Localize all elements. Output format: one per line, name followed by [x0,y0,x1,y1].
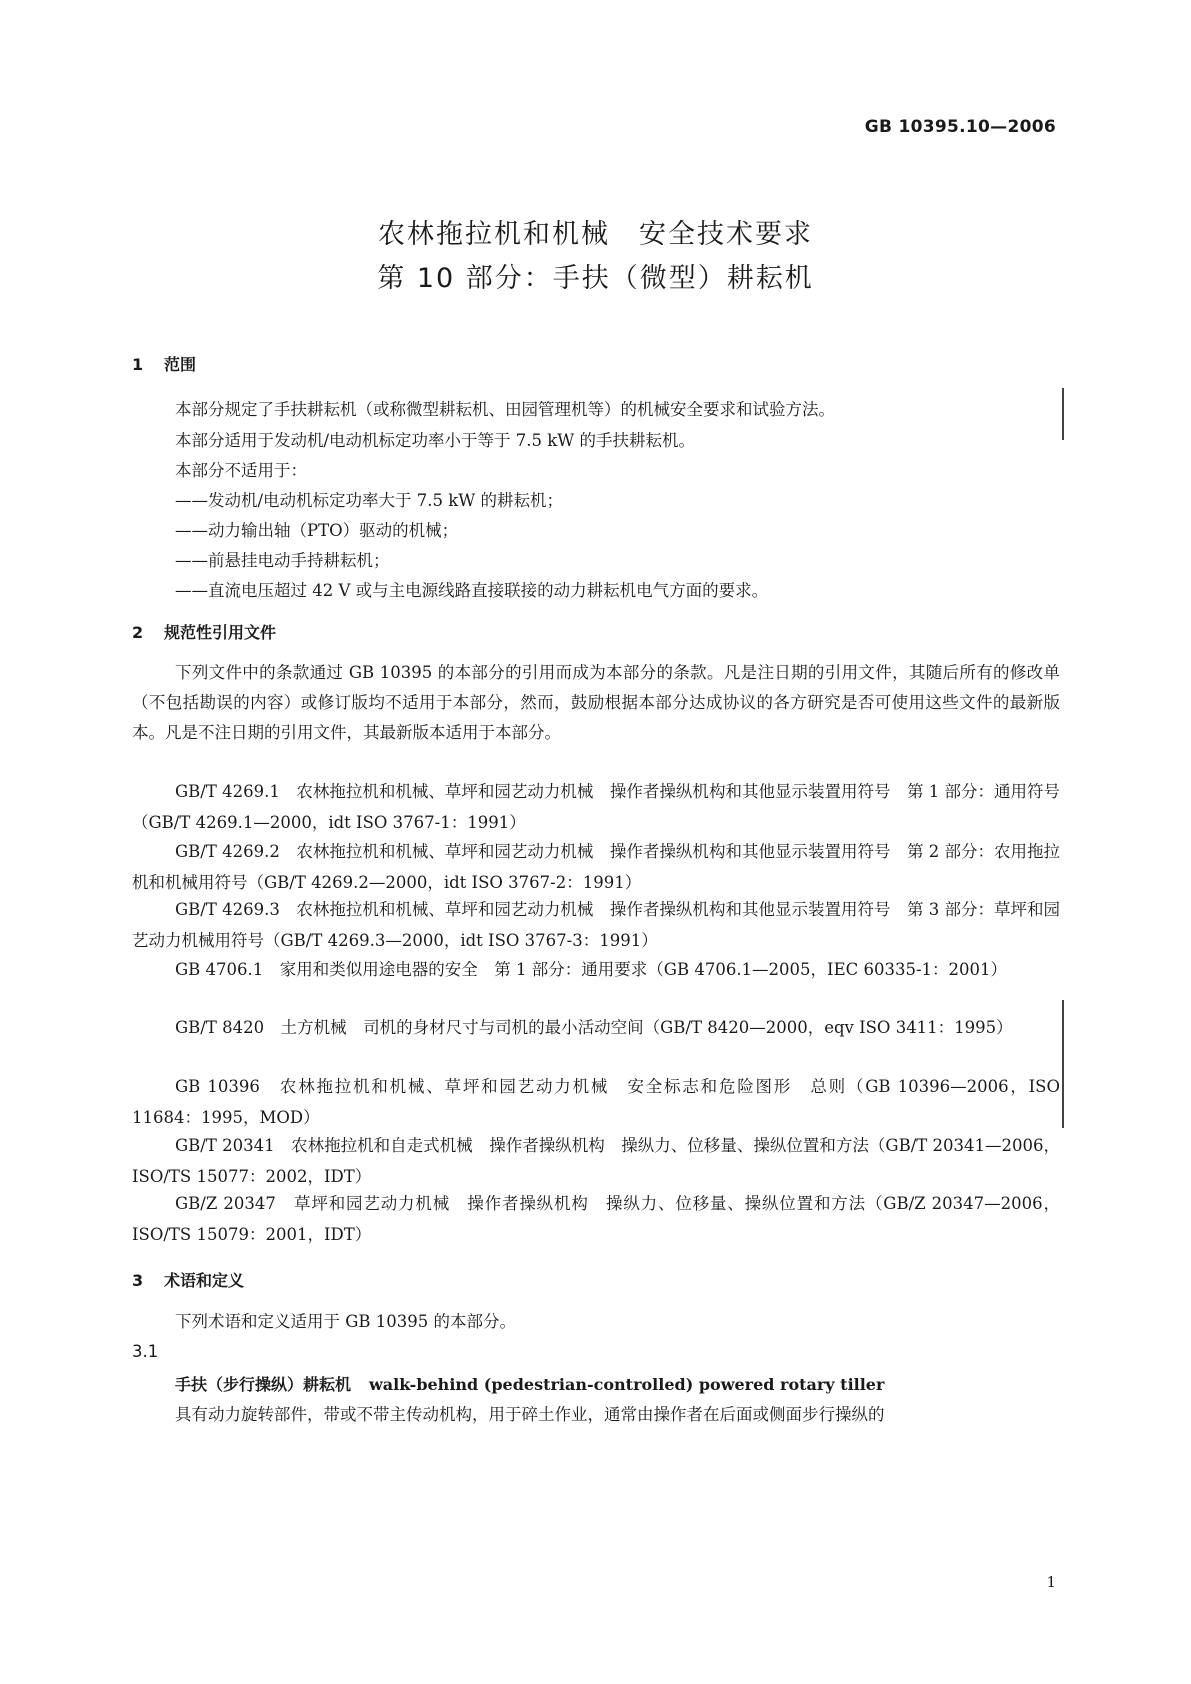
document-title-line2: 第 10 部分：手扶（微型）耕耘机 [377,263,814,294]
term-english: walk-behind (pedestrian-controlled) powered rotary tiller [369,1375,885,1394]
revision-bar [1062,1000,1064,1128]
reference-item: GB/T 4269.2 农林拖拉机和机械、草坪和园艺动力机械 操作者操纵机构和其他显示装置用符号 第 2 部分：农用拖拉机和机械用符号（GB/T 4269.2—2000，idt ISO 3767-2：1991） [132,842,1060,892]
term-entry [175,1372,884,1395]
definition-line: 具有动力旋转部件，带或不带主传动机构，用于碎土作业，通常由操作者在后面或侧面步行操纵的 [175,1405,885,1424]
revision-bar [1062,388,1064,440]
term-chinese: 手扶（步行操纵）耕耘机 [175,1375,352,1394]
section-title: 术语和定义 [164,1271,245,1290]
list-item: ——动力输出轴（PTO）驱动的机械； [175,521,459,540]
list-item: ——前悬挂电动手持耕耘机； [175,551,390,570]
paragraph-line: 本部分适用于发动机/电动机标定功率小于等于 7.5 kW 的手扶耕耘机。 [175,431,695,450]
section-number: 3 [132,1271,144,1290]
reference-item: GB/T 20341 农林拖拉机和自走式机械 操作者操纵机构 操纵力、位移量、操纵位置和方法（GB/T 20341—2006，ISO/TS 15077：2002，IDT） [132,1136,1060,1186]
subclause-number: 3.1 [132,1342,159,1361]
reference-item: GB 10396 农林拖拉机和机械、草坪和园艺动力机械 安全标志和危险图形 总则（GB 10396—2006，ISO 11684：1995，MOD） [132,1077,1060,1127]
page-number: 1 [1046,1573,1056,1591]
section-2-heading [132,620,276,643]
list-item: ——直流电压超过 42 V 或与主电源线路直接联接的动力耕耘机电气方面的要求。 [175,581,769,600]
section-title: 范围 [164,355,197,374]
paragraph-line: 本部分不适用于： [175,461,307,480]
paragraph-line: 下列术语和定义适用于 GB 10395 的本部分。 [175,1312,517,1331]
reference-item: GB/T 4269.3 农林拖拉机和机械、草坪和园艺动力机械 操作者操纵机构和其他显示装置用符号 第 3 部分：草坪和园艺动力机械用符号（GB/T 4269.3—2000，idt ISO 3767-3：1991） [132,900,1060,950]
paragraph-line: 本部分规定了手扶耕耘机（或称微型耕耘机、田园管理机等）的机械安全要求和试验方法。 [175,400,835,419]
standard-code: GB 10395.10—2006 [864,117,1056,137]
section-number: 1 [132,355,144,374]
section-number: 2 [132,623,144,642]
reference-item: GB/T 4269.1 农林拖拉机和机械、草坪和园艺动力机械 操作者操纵机构和其他显示装置用符号 第 1 部分：通用符号（GB/T 4269.1—2000，idt ISO 3767-1：1991） [132,782,1060,832]
reference-item: GB/T 8420 土方机械 司机的身材尺寸与司机的最小活动空间（GB/T 8420—2000，eqv ISO 3411：1995） [175,1018,1013,1037]
document-title-line1: 农林拖拉机和机械 安全技术要求 [378,219,813,250]
reference-item: GB 4706.1 家用和类似用途电器的安全 第 1 部分：通用要求（GB 4706.1—2005，IEC 60335-1：2001） [175,960,1008,979]
section-title: 规范性引用文件 [164,623,277,642]
section-3-heading [132,1268,244,1291]
section-1-heading [132,352,196,375]
list-item: ——发动机/电动机标定功率大于 7.5 kW 的耕耘机； [175,491,563,510]
reference-item: GB/Z 20347 草坪和园艺动力机械 操作者操纵机构 操纵力、位移量、操纵位置和方法（GB/Z 20347—2006，ISO/TS 15079：2001，IDT） [132,1194,1060,1244]
intro-paragraph: 下列文件中的条款通过 GB 10395 的本部分的引用而成为本部分的条款。凡是注日期的引用文件，其随后所有的修改单（不包括勘误的内容）或修订版均不适用于本部分，然而，鼓励根据本部分达成协议的各方研究是否可使用这些文件的最新版本。凡是不注日期的引用文件，其最新版本适用于本部分。 [132,663,1060,742]
